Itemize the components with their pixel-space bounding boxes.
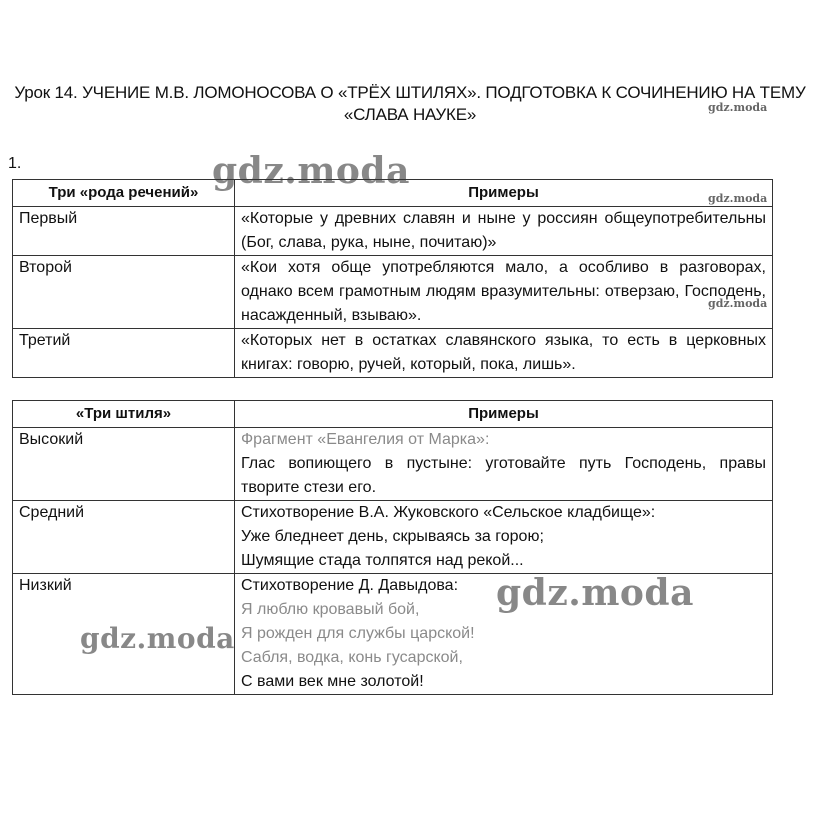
- table-header-row: [13, 401, 773, 428]
- example-line: Глас вопиющего в пустыне: уготовайте путь Господень, правы творите стези его.: [241, 455, 766, 496]
- watermark-medium: gdz.moda: [80, 622, 235, 655]
- table-row: [13, 428, 773, 501]
- table-row: [13, 256, 773, 329]
- row-example: «Кои хотя обще употребляются мало, а особливо в разговорах, однако всем грамотным людям вразумительны: отверзаю, Господень, насажденный, взываю».: [235, 256, 773, 329]
- example-line: Фрагмент «Евангелия от Марка»:: [241, 431, 490, 448]
- row-example: «Которые у древних славян и ныне у россиян общеупотребительны (Бог, слава, рука, ныне, почитаю)»: [235, 207, 773, 256]
- column-header: Примеры: [235, 180, 773, 207]
- row-example: «Которых нет в остатках славянского языка, то есть в церковных книгах: говорю, ручей, который, пока, лишь».: [235, 329, 773, 378]
- watermark-small: gdz.moda: [708, 297, 768, 310]
- row-label: Третий: [13, 329, 235, 378]
- example-line: Стихотворение Д. Давыдова:: [241, 577, 459, 594]
- row-label: Низкий: [13, 574, 235, 695]
- watermark-small: gdz.moda: [708, 101, 768, 114]
- column-header: Три «рода речений»: [13, 180, 235, 207]
- row-label: Первый: [13, 207, 235, 256]
- example-line: Я рожден для службы царской!: [241, 625, 475, 642]
- table-row: [13, 501, 773, 574]
- speech-types-table: [12, 179, 773, 378]
- table-header-row: [13, 180, 773, 207]
- column-header: Примеры: [235, 401, 773, 428]
- example-line: Я люблю кровавый бой,: [241, 601, 420, 618]
- table-row: [13, 329, 773, 378]
- example-line: С вами век мне золотой!: [241, 673, 424, 690]
- row-example: [235, 501, 773, 574]
- task-number: 1.: [8, 155, 22, 172]
- example-line: Сабля, водка, конь гусарской,: [241, 649, 463, 666]
- row-label: Высокий: [13, 428, 235, 501]
- row-label: Второй: [13, 256, 235, 329]
- example-line: Стихотворение В.А. Жуковского «Сельское кладбище»:: [241, 504, 656, 521]
- column-header: «Три штиля»: [13, 401, 235, 428]
- page-title: Урок 14. УЧЕНИЕ М.В. ЛОМОНОСОВА О «ТРЁХ ШТИЛЯХ». ПОДГОТОВКА К СОЧИНЕНИЮ НА ТЕМУ «СЛАВА НАУКЕ»: [14, 83, 806, 124]
- example-line: Уже бледнеет день, скрываясь за горою;: [241, 528, 544, 545]
- watermark-large: gdz.moda: [212, 150, 410, 192]
- watermark-small: gdz.moda: [708, 192, 768, 205]
- table-row: [13, 207, 773, 256]
- example-line: Шумящие стада толпятся над рекой...: [241, 552, 524, 569]
- row-example: [235, 428, 773, 501]
- row-label: Средний: [13, 501, 235, 574]
- watermark-large: gdz.moda: [496, 572, 694, 614]
